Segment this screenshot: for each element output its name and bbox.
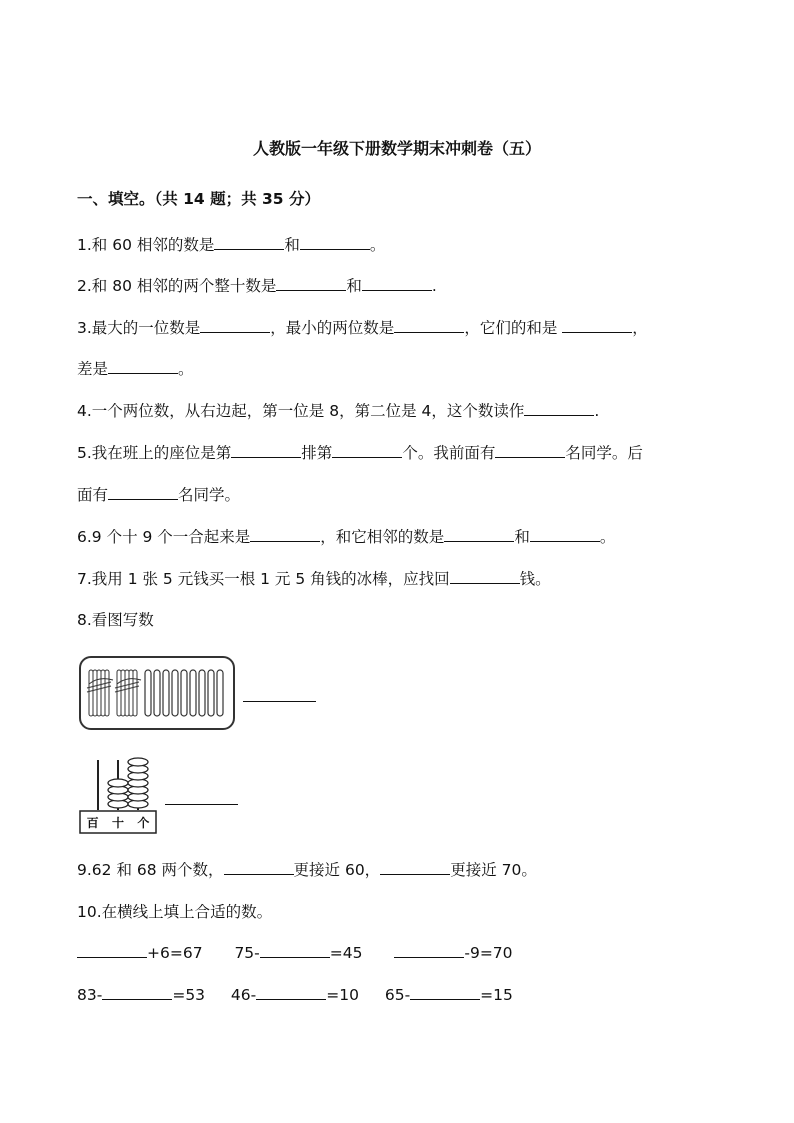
answer-blank[interactable]: [224, 860, 294, 875]
answer-blank[interactable]: [243, 701, 316, 702]
answer-blank[interactable]: [394, 318, 464, 333]
answer-blank[interactable]: [108, 359, 178, 374]
question-9: 9.62 和 68 两个数， 更接近 60， 更接近 70。: [77, 861, 537, 879]
abacus-figure: [78, 756, 158, 836]
answer-blank[interactable]: [300, 235, 370, 250]
answer-blank[interactable]: [524, 401, 594, 416]
abacus-label-tens: 十: [111, 816, 124, 830]
question-5-cont: 面有 名同学。: [77, 486, 241, 504]
answer-blank[interactable]: [231, 443, 301, 458]
answer-blank[interactable]: [276, 276, 346, 291]
answer-blank[interactable]: [495, 443, 565, 458]
answer-blank[interactable]: [102, 985, 172, 1000]
answer-blank[interactable]: [394, 943, 464, 958]
answer-blank[interactable]: [108, 485, 178, 500]
section-heading: 一、填空。（共 14 题；共 35 分）: [77, 190, 320, 208]
question-3: 3.最大的一位数是 ，最小的两位数是 ，它们的和是 ，: [77, 319, 648, 337]
answer-blank[interactable]: [260, 943, 330, 958]
question-1: 1.和 60 相邻的数是 和 。: [77, 236, 386, 254]
abacus-label-hundreds: 百: [86, 816, 99, 830]
answer-blank[interactable]: [562, 318, 632, 333]
question-5: 5.我在班上的座位是第 排第 个。我前面有 名同学。后: [77, 444, 643, 462]
question-7: 7.我用 1 张 5 元钱买一根 1 元 5 角钱的冰棒，应找回 钱。: [77, 570, 551, 588]
answer-blank[interactable]: [450, 569, 520, 584]
answer-blank[interactable]: [410, 985, 480, 1000]
question-3-cont: 差是 。: [77, 360, 194, 378]
answer-blank[interactable]: [444, 527, 514, 542]
answer-blank[interactable]: [200, 318, 270, 333]
sticks-figure: [79, 656, 235, 730]
sticks-illustration: [81, 658, 233, 728]
page-title: 人教版一年级下册数学期末冲刺卷（五）: [252, 139, 541, 158]
answer-blank[interactable]: [250, 527, 320, 542]
answer-blank[interactable]: [214, 235, 284, 250]
answer-blank[interactable]: [77, 943, 147, 958]
answer-blank[interactable]: [530, 527, 600, 542]
equation-row-1: +6=67 75- =45 -9=70: [77, 943, 513, 963]
answer-blank[interactable]: [332, 443, 402, 458]
question-10: 10.在横线上填上合适的数。: [77, 903, 273, 921]
question-4: 4.一个两位数，从右边起，第一位是 8，第二位是 4，这个数读作 .: [77, 402, 600, 420]
question-6: 6.9 个十 9 个一合起来是 ，和它相邻的数是 和 。: [77, 528, 616, 546]
answer-blank[interactable]: [362, 276, 432, 291]
equation-row-2: 83- =53 46- =10 65- =15: [77, 986, 513, 1004]
answer-blank[interactable]: [380, 860, 450, 875]
question-2: 2.和 80 相邻的两个整十数是 和 .: [77, 277, 437, 295]
abacus-label-ones: 个: [137, 816, 150, 830]
abacus-labels: [80, 814, 156, 831]
answer-blank[interactable]: [165, 804, 238, 805]
question-8: 8.看图写数: [77, 611, 154, 629]
answer-blank[interactable]: [256, 985, 326, 1000]
